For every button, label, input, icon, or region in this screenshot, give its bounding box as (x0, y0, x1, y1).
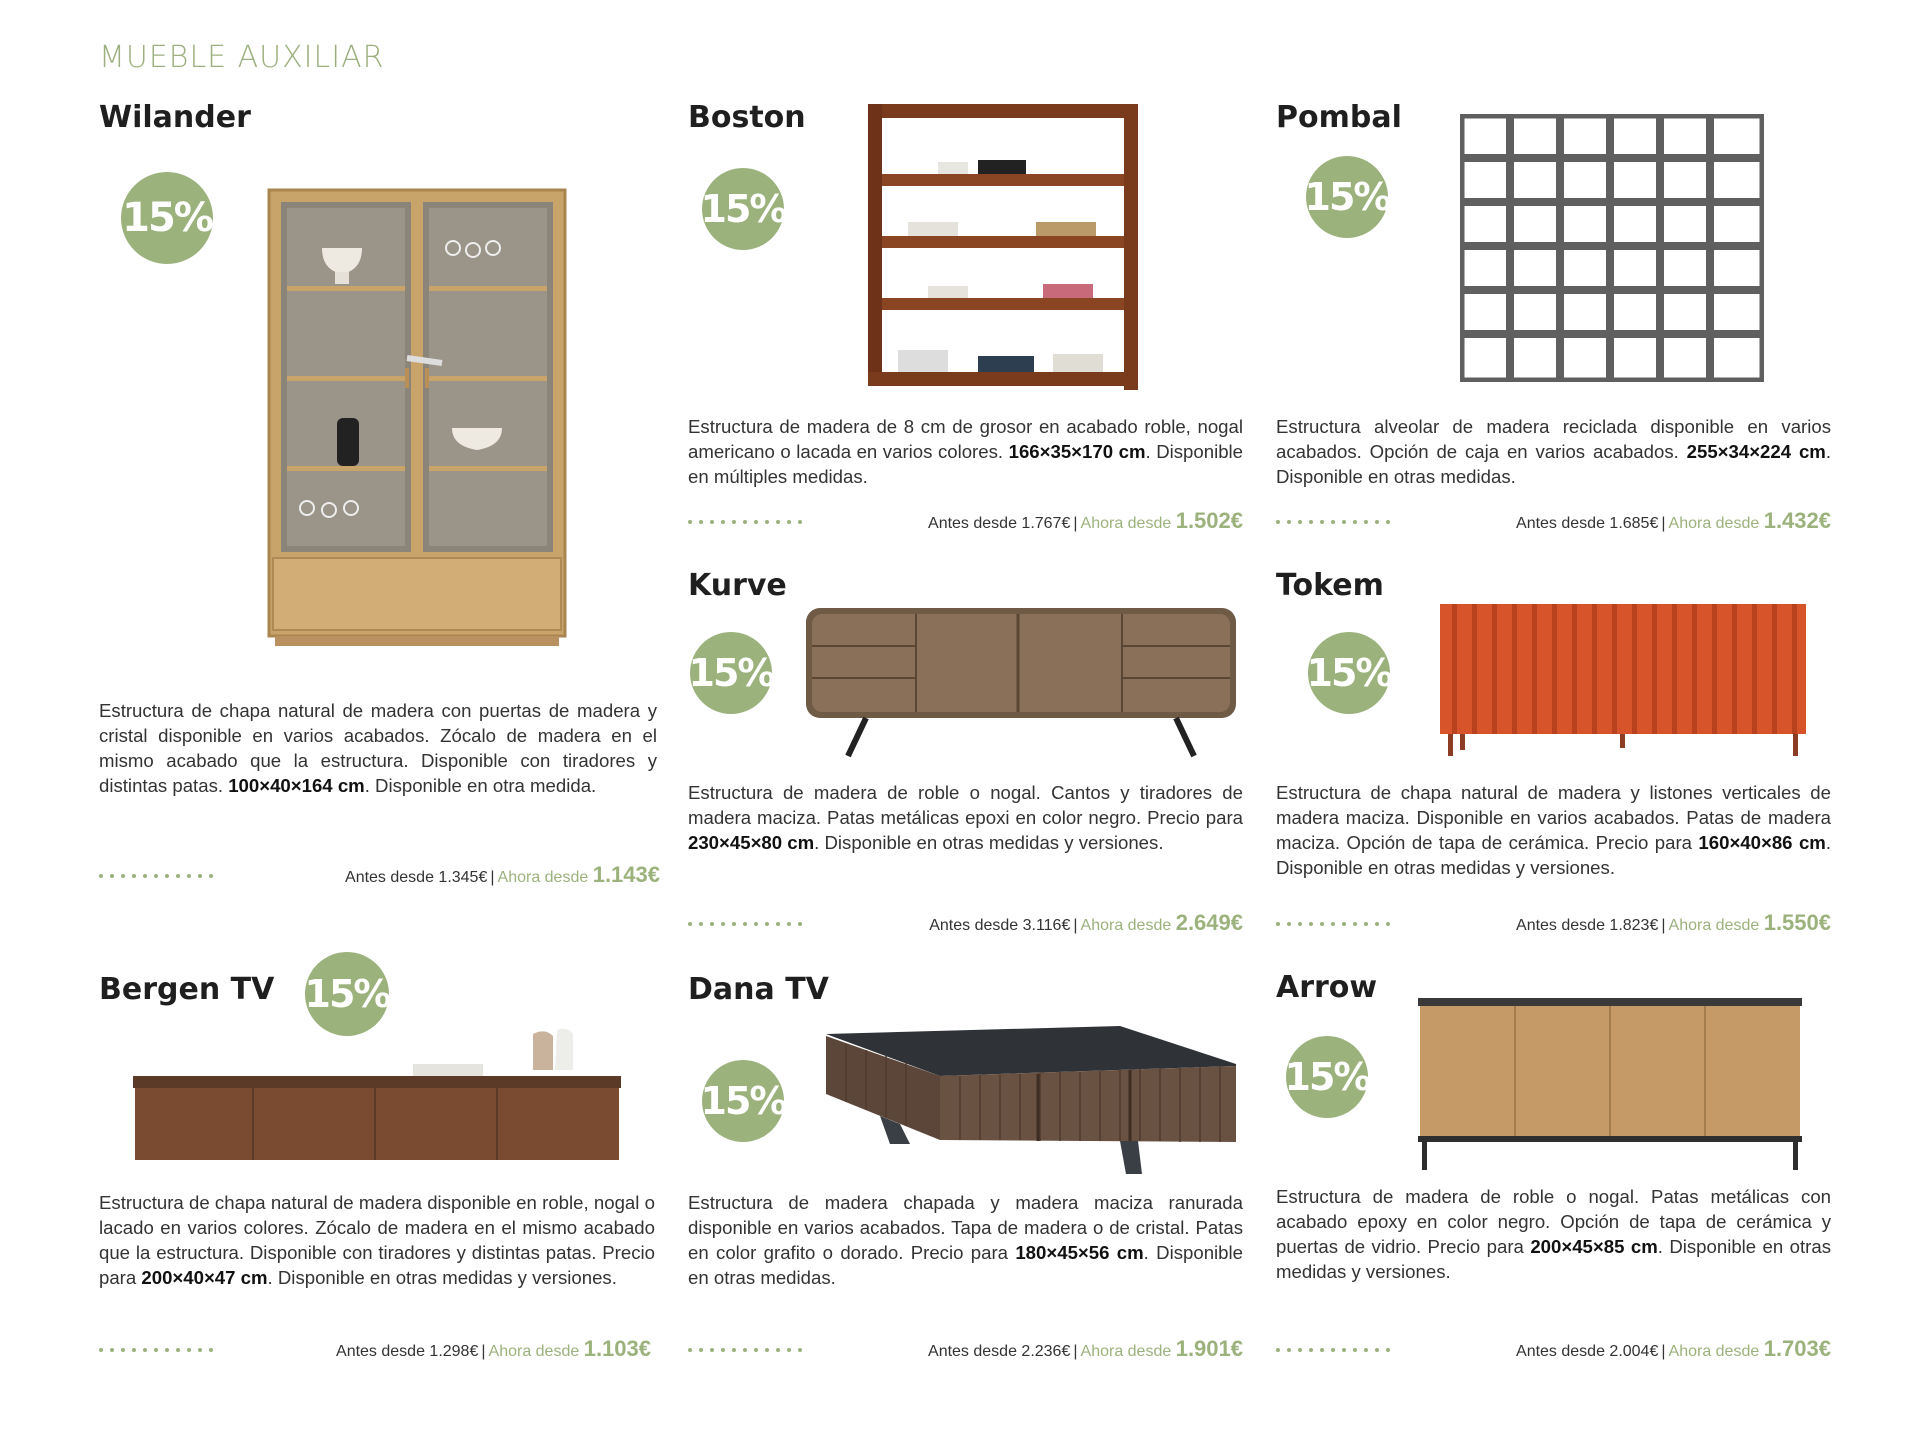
discount-badge: 15% (690, 632, 772, 714)
product-description: Estructura de madera de roble o nogal. Cantos y tiradores de madera maciza. Patas metálicas epoxi en color negro. Precio para 230×45×80 cm. Disponible en otras medidas y versiones. (688, 782, 1243, 853)
price-before: Antes desde 1.823€ (1516, 917, 1659, 934)
product-name: Bergen TV (99, 972, 275, 1007)
product-name: Kurve (688, 568, 787, 603)
product-description: Estructura de chapa natural de madera con puertas de madera y cristal disponible en varios acabados. Zócalo de madera en el mismo acabado que la estructura. Disponible con tiradores y distintas patas. 100×40×164 cm. Disponible en otra medida. (99, 700, 657, 796)
product-description: Estructura de madera de roble o nogal. Patas metálicas con acabado epoxy en color negro. Opción de tapa de cerámica y puertas de vidrio. Precio para 200×45×85 cm. Disponible en otras medidas y versiones. (1276, 1186, 1831, 1282)
wilander-cabinet-image (267, 188, 567, 648)
price-before: Antes desde 1.685€ (1516, 515, 1659, 532)
price-before: Antes desde 2.004€ (1516, 1343, 1659, 1360)
dot-divider (1276, 922, 1390, 926)
product-card-kurve[interactable] (688, 568, 1243, 948)
price-now: 1.103€ (583, 1336, 651, 1361)
product-name: Dana TV (688, 972, 829, 1007)
price-before: Antes desde 1.345€ (345, 869, 488, 886)
product-description: Estructura de madera chapada y madera maciza ranurada disponible en varios acabados. Tapa de madera o de cristal. Patas en color grafito o dorado. Precio para 180×45×56 cm. Disponible en otras medidas. (688, 1192, 1243, 1288)
pombal-shelving-image (1460, 114, 1764, 382)
price-now-label: Ahora desde (1080, 917, 1172, 934)
price-before: Antes desde 2.236€ (928, 1343, 1071, 1360)
price-line: Antes desde 1.345€ | Ahora desde 1.143€ (345, 862, 660, 887)
discount-badge: 15% (305, 952, 389, 1036)
price-line: Antes desde 1.298€ | Ahora desde 1.103€ (336, 1336, 651, 1361)
product-description: Estructura alveolar de madera reciclada disponible en varios acabados. Opción de caja en varios acabados. 255×34×224 cm. Disponible en otras medidas. (1276, 416, 1831, 487)
price-before: Antes desde 3.116€ (929, 917, 1071, 934)
price-now: 2.649€ (1175, 910, 1243, 935)
discount-badge: 15% (1308, 632, 1390, 714)
price-line: Antes desde 2.236€ | Ahora desde 1.901€ (928, 1336, 1243, 1361)
kurve-sideboard-image (806, 608, 1236, 758)
price-line: Antes desde 1.767€ | Ahora desde 1.502€ (928, 508, 1243, 533)
dot-divider (1276, 520, 1390, 524)
product-card-bergen-tv[interactable] (99, 972, 655, 1372)
price-now-label: Ahora desde (1668, 1343, 1760, 1360)
price-line: Antes desde 1.823€ | Ahora desde 1.550€ (1516, 910, 1831, 935)
price-now: 1.143€ (592, 862, 660, 887)
price-before: Antes desde 1.298€ (336, 1343, 479, 1360)
dot-divider (1276, 1348, 1390, 1352)
price-now-label: Ahora desde (488, 1343, 580, 1360)
product-name: Wilander (99, 100, 251, 135)
dot-divider (688, 922, 802, 926)
price-now-label: Ahora desde (1668, 515, 1760, 532)
dana-tv-unit-image (820, 1024, 1236, 1184)
dot-divider (688, 520, 802, 524)
price-now: 1.432€ (1763, 508, 1831, 533)
discount-badge: 15% (1286, 1036, 1368, 1118)
product-description: Estructura de madera de 8 cm de grosor en acabado roble, nogal americano o lacada en varios colores. 166×35×170 cm. Disponible en múltiples medidas. (688, 416, 1244, 487)
price-now: 1.502€ (1175, 508, 1243, 533)
product-card-arrow[interactable] (1276, 970, 1831, 1370)
discount-badge: 15% (1306, 156, 1388, 238)
product-description: Estructura de chapa natural de madera y listones verticales de madera maciza. Disponible en varios acabados. Patas de madera maciza. Opción de tapa de cerámica. Precio para 160×40×86 cm. Disponible en otras medidas y versiones. (1276, 782, 1831, 878)
product-name: Boston (688, 100, 806, 135)
price-now: 1.550€ (1763, 910, 1831, 935)
price-now: 1.703€ (1763, 1336, 1831, 1361)
price-now-label: Ahora desde (497, 869, 589, 886)
product-card-boston[interactable] (688, 100, 1243, 540)
price-now-label: Ahora desde (1080, 515, 1172, 532)
dot-divider (688, 1348, 802, 1352)
section-title: MUEBLE AUXILIAR (99, 40, 385, 75)
price-now-label: Ahora desde (1080, 1343, 1172, 1360)
discount-badge: 15% (702, 168, 784, 250)
discount-badge: 15% (121, 172, 213, 264)
product-description: Estructura de chapa natural de madera disponible en roble, nogal o lacado en varios colores. Zócalo de madera en el mismo acabado que la estructura. Disponible con tiradores y distintas patas. Precio para 200×40×47 cm. Disponible en otras medidas y versiones. (99, 1192, 655, 1288)
product-name: Tokem (1276, 568, 1384, 603)
price-line: Antes desde 1.685€ | Ahora desde 1.432€ (1516, 508, 1831, 533)
product-card-dana-tv[interactable] (688, 972, 1243, 1372)
product-card-tokem[interactable] (1276, 568, 1831, 948)
price-now: 1.901€ (1175, 1336, 1243, 1361)
dot-divider (99, 1348, 213, 1352)
bergen-tv-unit-image (133, 1020, 621, 1160)
price-now-label: Ahora desde (1668, 917, 1760, 934)
price-line: Antes desde 3.116€ | Ahora desde 2.649€ (929, 910, 1243, 935)
price-before: Antes desde 1.767€ (928, 515, 1071, 532)
product-card-wilander[interactable] (99, 100, 659, 900)
product-name: Arrow (1276, 970, 1378, 1005)
arrow-sideboard-image (1418, 998, 1802, 1172)
product-card-pombal[interactable] (1276, 100, 1831, 540)
price-line: Antes desde 2.004€ | Ahora desde 1.703€ (1516, 1336, 1831, 1361)
dot-divider (99, 874, 213, 878)
tokem-sideboard-image (1440, 604, 1806, 758)
boston-bookshelf-image (868, 104, 1138, 390)
product-name: Pombal (1276, 100, 1402, 135)
discount-badge: 15% (702, 1060, 784, 1142)
